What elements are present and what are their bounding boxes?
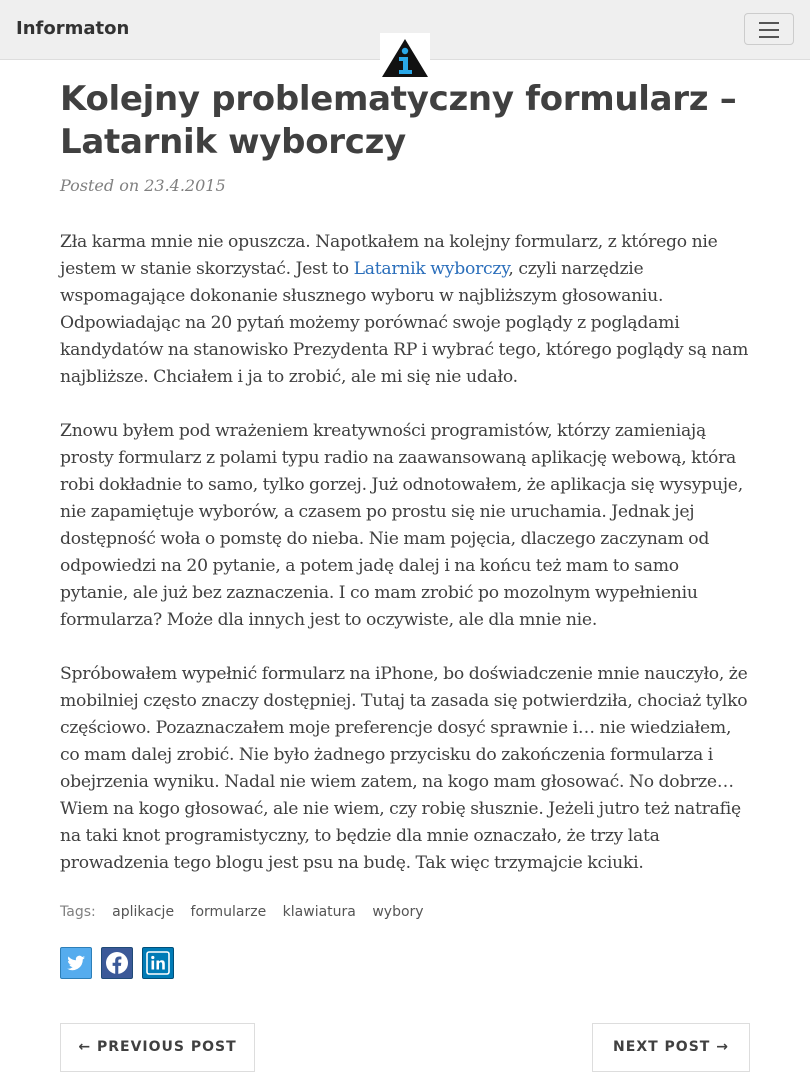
- post-meta: Posted on 23.4.2015: [60, 176, 226, 195]
- twitter-icon: [61, 948, 91, 978]
- tag-formularze[interactable]: formularze: [190, 904, 267, 920]
- post-pager: [60, 1023, 750, 1073]
- previous-post-button[interactable]: ← PREVIOUS POST: [60, 1023, 255, 1072]
- paragraph-2: Znowu byłem pod wrażeniem kreatywności programistów, którzy zamieniają prosty formularz z polami typu radio na zaawansowaną aplikację webową, która robi dokładnie to samo, tylko gorzej. Już odnotowałem, że aplikacja się wysypuje, nie zapamiętuje wyborów, a czasem po prostu się nie uruchamia. Jednak jej dostępność woła o pomstę do nieba. Nie mam pojęcia, dlaczego zaczynam od odpowiedzi na 20 pytanie, a potem jadę dalej i na końcu też mam to samo pytanie, ale już bez zaznaczenia. I co mam zrobić po mozolnym wypełnieniu formularza? Może dla innych jest to oczywiste, ale dla mnie nie.: [60, 421, 743, 630]
- tag-klawiatura[interactable]: klawiatura: [282, 904, 356, 920]
- paragraph-3: Spróbowałem wypełnić formularz na iPhone, bo doświadczenie mnie nauczyło, że mobilniej często znaczy dostępniej. Tutaj ta zasada się potwierdziła, chociaż tylko częściowo. Pozaznaczałem moje preferencje dosyć sprawnie i… nie wiedziałem, co mam dalej zrobić. Nie było żadnego przycisku do zakończenia formularza i obejrzenia wyniku. Nadal nie wiem zatem, na kogo mam głosować. No dobrze… Wiem na kogo głosować, ale nie wiem, czy robię słusznie. Jeżeli jutro też natrafię na taki knot programistyczny, to będzie dla mnie oznaczało, że trzy lata prowadzenia tego blogu jest psu na budę. Tak więc trzymajcie kciuki.: [60, 664, 748, 873]
- share-buttons: [60, 947, 750, 981]
- tag-aplikacje[interactable]: aplikacje: [112, 904, 175, 920]
- post-content: [60, 78, 750, 981]
- paragraph-1-end: , czyli narzędzie wspomagające dokonanie słusznego wyboru w najbliższym głosowaniu. Odpowiadając na 20 pytań możemy porównać swoje poglądy z poglądami kandydatów na stanowisko Prezydenta RP i wybrać tego, którego poglądy są nam najbliższe. Chciałem i ja to zrobić, ale mi się nie udało.: [60, 259, 749, 387]
- menu-toggle-button[interactable]: [744, 13, 794, 45]
- tags-list: [60, 904, 750, 920]
- post-title: Kolejny problematyczny formularz – Latarnik wyborczy: [60, 79, 737, 162]
- tag-wybory[interactable]: wybory: [372, 904, 424, 920]
- twitter-share-button[interactable]: [60, 947, 92, 979]
- post-body: [60, 229, 750, 877]
- info-triangle-logo-icon[interactable]: [380, 33, 430, 79]
- next-post-button[interactable]: NEXT POST →: [592, 1023, 750, 1072]
- paragraph-1-start: Zła karma mnie nie opuszcza. Napotkałem na kolejny formularz, z którego nie jestem w stanie skorzystać. Jest to: [60, 232, 718, 279]
- paragraph-1: [60, 229, 750, 391]
- tags-label: Tags:: [60, 904, 96, 920]
- brand-link[interactable]: Informaton: [16, 18, 130, 39]
- linkedin-share-button[interactable]: [142, 947, 174, 979]
- hamburger-menu-icon-bar: [759, 36, 779, 38]
- hamburger-menu-icon: [759, 22, 779, 24]
- latarnik-wyborczy-link[interactable]: Latarnik wyborczy: [353, 259, 509, 279]
- hamburger-menu-icon-bar: [759, 29, 779, 31]
- linkedin-icon: [143, 948, 173, 978]
- facebook-share-button[interactable]: [101, 947, 133, 979]
- facebook-icon: [102, 948, 132, 978]
